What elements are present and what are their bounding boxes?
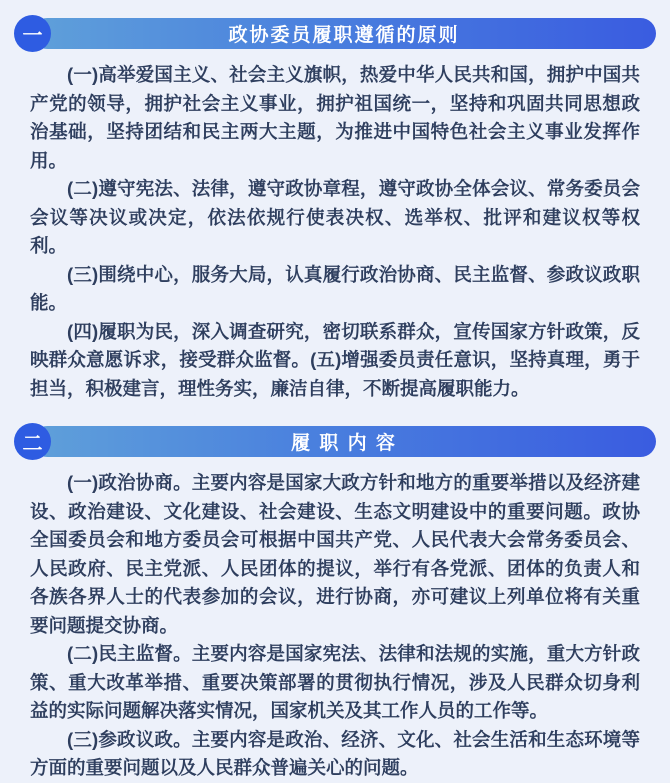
section-principles <box>14 14 656 403</box>
paragraph: (三)围绕中心，服务大局，认真履行政治协商、民主监督、参政议政职能。 <box>30 263 640 313</box>
section-1-title-bar <box>32 18 656 49</box>
section-2-title-bar <box>32 426 656 457</box>
section-1-title: 政协委员履职遵循的原则 <box>228 24 460 46</box>
paragraph: (三)参政议政。主要内容是政治、经济、文化、社会生活和生态环境等方面的重要问题以及人民群众普遍关心的问题。 <box>30 728 640 778</box>
section-2-header <box>14 422 656 460</box>
paragraph: (四)履职为民，深入调查研究，密切联系群众，宣传国家方针政策，反映群众意愿诉求，接受群众监督。(五)增强委员责任意识，坚持真理，勇于担当，积极建言，理性务实，廉洁自律，不断提高履职能力。 <box>30 320 640 399</box>
paragraph: (一)政治协商。主要内容是国家大政方针和地方的重要举措以及经济建设、政治建设、文化建设、社会建设、生态文明建设中的重要问题。政协全国委员会和地方委员会可根据中国共产党、人民代表大会常务委员会、人民政府、民主党派、人民团体的提议，举行有各党派、团体的负责人和各族各界人士的代表参加的会议，进行协商，亦可建议上列单位将有关重要问题提交协商。 <box>30 472 640 636</box>
section-1-body <box>14 61 656 403</box>
section-2-title: 履 职 内 容 <box>291 432 397 454</box>
section-2-number-badge: 二 <box>14 423 51 460</box>
section-1-number-badge: 一 <box>14 15 51 52</box>
section-2-body <box>14 469 656 783</box>
paragraph: (二)民主监督。主要内容是国家宪法、法律和法规的实施，重大方针政策、重大改革举措、重要决策部署的贯彻执行情况，涉及人民群众切身利益的实际问题解决落实情况，国家机关及其工作人员的工作等。 <box>30 643 640 721</box>
section-duty-content <box>14 422 656 783</box>
section-1-header <box>14 14 656 52</box>
paragraph: (二)遵守宪法、法律，遵守政协章程，遵守政协全体会议、常务委员会会议等决议或决定，依法依规行使表决权、选举权、批评和建议权等权利。 <box>30 178 640 256</box>
paragraph: (一)高举爱国主义、社会主义旗帜，热爱中华人民共和国，拥护中国共产党的领导，拥护社会主义事业，拥护祖国统一，坚持和巩固共同思想政治基础，坚持团结和民主两大主题，为推进中国特色社会主义事业发挥作用。 <box>30 64 640 171</box>
